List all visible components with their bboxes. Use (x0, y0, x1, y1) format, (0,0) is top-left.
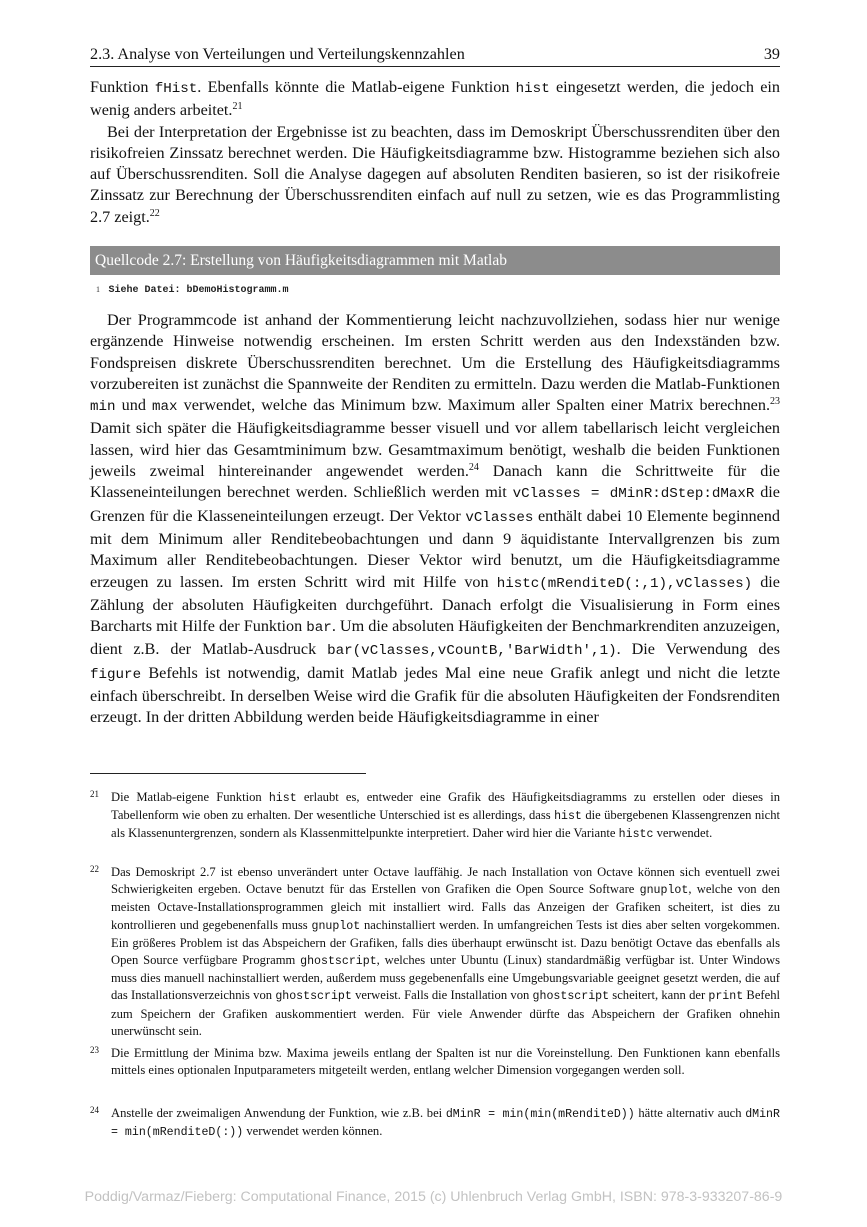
inline-code: gnuplot (311, 919, 361, 933)
footnote-21 (90, 789, 780, 844)
inline-code: ghostscript (300, 955, 377, 969)
footnote-text (111, 864, 780, 1040)
text: , welche von den meisten Octave-Installationsprogrammen gleich mit installiert wird. Falls das Anzeigen der Grafiken scheitert, ist dies zu kontrollieren und gegebenenfalls muss (111, 882, 780, 932)
code-line: Siehe Datei: bDemoHistogramm.m (108, 285, 289, 296)
footnote-text (111, 789, 780, 844)
page-number: 39 (763, 45, 780, 63)
text: . Die Verwendung des (616, 640, 780, 659)
inline-code: bar(vClasses,vCountB,'BarWidth',1) (327, 643, 617, 660)
paragraph-2 (90, 122, 780, 228)
text: die Grenzen für die Klasseneinteilungen erzeugt. Der Vektor (90, 483, 780, 525)
inline-code: fHist (154, 81, 198, 97)
copyright-watermark: Poddig/Varmaz/Fieberg: Computational Finance, 2015 (c) Uhlenbruch Verlag GmbH, ISBN: 978-3-933207-86-9 (84, 1189, 783, 1205)
text: die Zählung der absoluten Häufigkeiten durchgeführt. Danach erfolgt die Visualisierung in Form eines Barcharts mit Hilfe der Funktion (90, 572, 780, 636)
text: Bei der Interpretation der Ergebnisse ist zu beachten, dass im Demoskript Überschussrenditen über den risikofreien Zinssatz berechnet werden. Die Häufigkeitsdiagramme bzw. Histogramme beziehen sich also auf Überschussrenditen. Soll die Analyse dagegen auf absoluten Renditen basieren, so ist der risikofreie Zinssatz zur Berechnung der Überschussrenditen einfach auf null zu setzen, wie es das Programmlisting 2.7 zeigt. (90, 122, 780, 226)
listing-caption: Quellcode 2.7: Erstellung von Häufigkeitsdiagrammen mit Matlab (90, 246, 780, 275)
footnote-22 (90, 864, 780, 1040)
text: verwendet werden können. (243, 1124, 383, 1139)
inline-code: ghostscript (275, 990, 352, 1004)
footnote-ref-23[interactable]: 23 (770, 396, 780, 408)
text: scheitert, kann der (609, 988, 709, 1003)
footnote-ref-21[interactable]: 21 (232, 101, 243, 113)
text: Anstelle der zweimaligen Anwendung der Funktion, wie z.B. bei (111, 1106, 446, 1120)
footnote-number: 22 (90, 864, 99, 874)
inline-code: gnuplot (639, 884, 689, 898)
text: nachinstalliert werden. In umfangreichen Tests ist dies aber selten vorgekommen. Ein größeres Problem ist das Abspeichern der Grafiken, falls dies überhaupt erwünscht ist. Dazu benötigt Octave das ebenfalls als Open Source verfügbare Programm (111, 917, 780, 968)
body-paragraphs-top (90, 77, 780, 228)
listing-code (90, 282, 780, 298)
footnote-text (111, 1105, 780, 1141)
text: Befehl zum Speichern der Grafiken auskommentiert werden. Für viele Anwender dürfte das Abspeichern der Grafiken ohnehin unerwünscht sein. (111, 988, 780, 1038)
footnote-text: Die Ermittlung der Minima bzw. Maxima jeweils entlang der Spalten ist nur die Voreinstellung. Den Funktionen kann ebenfalls mittels eines optionalen Inputparameters mitgeteilt werden, entlang welcher Dimension vorgegangen werden soll. (111, 1046, 780, 1078)
footnote-24 (90, 1105, 780, 1141)
inline-code: figure (90, 666, 142, 683)
footnote-number: 21 (90, 789, 99, 799)
text: eingesetzt werden, die jedoch ein wenig anders arbeitet. (90, 78, 780, 120)
text: Das Demoskript 2.7 ist ebenso unverändert unter Octave lauffähig. Je nach Installation von Octave können sich eventuell zwei Schwierigkeiten ergeben. Octave benutzt für das Erstellen von Grafiken die Open Source Software (111, 865, 780, 897)
inline-code: vClasses = dMinR:dStep:dMaxR (512, 486, 755, 503)
paragraph-1 (90, 77, 780, 122)
inline-code: hist (515, 81, 550, 97)
footnote-ref-22[interactable]: 22 (149, 207, 160, 219)
inline-code: histc(mRenditeD(:,1),vClasses) (496, 575, 753, 592)
text: Befehls ist notwendig, damit Matlab jedes Mal eine neue Grafik anlegt und nicht die letzte einfach überschreibt. In derselben Weise wird die Grafik für die absoluten Häufigkeiten der Fondsrenditen erzeugt. In der dritten Abbildung werden beide Häufigkeitsdiagramme in einer (90, 663, 780, 727)
text: Der Programmcode ist anhand der Kommentierung leicht nachzuvollziehen, sodass hier nur wenige ergänzende Hinweise notwendig erscheinen. Im ersten Schritt werden aus den Indexständen bzw. Fondspreisen diskrete Überschussrenditen berechnet. Um die Erstellung des Häufigkeitsdiagramms vorzubereiten ist zunächst die Spannweite der Renditen zu ermitteln. Dazu werden die Matlab-Funktionen (90, 311, 780, 393)
inline-code: hist (554, 810, 582, 824)
line-number: 1 (96, 285, 100, 294)
inline-code: max (152, 399, 178, 416)
text: verwendet. (653, 826, 713, 841)
text: . Um die absoluten Häufigkeiten der Benchmarkrenditen anzuzeigen, dient z.B. der Matlab-Ausdruck (90, 617, 780, 659)
footnote-number: 23 (90, 1045, 99, 1055)
inline-code: ghostscript (532, 990, 610, 1004)
text: Damit sich später die Häufigkeitsdiagramme besser visuell und vor allem tabellarisch leicht vergleichen lassen, wird hier das Gesamtminimum bzw. Gesamtmaximum benötigt, weshalb die beiden Funktionen jeweils zweimal hintereinander angewendet werden. (90, 419, 780, 481)
inline-code: min (90, 399, 116, 416)
text: die übergebenen Klassengrenzen nicht als Klassenuntergrenzen, sondern als Klassenmittelpunkte interpretiert. Daher wird hier die Variante (111, 808, 781, 841)
footnote-divider (90, 773, 366, 774)
text: erlaubt es, entweder eine Grafik des Häufigkeitsdiagramms zu erstellen oder dieses in Tabellenform wie oben zu erhalten. Der wesentliche Unterschied ist es allerdings, dass (111, 790, 780, 823)
paragraph-3 (90, 310, 780, 729)
text: Danach kann die Schrittweite für die Klasseneinteilungen berechnet werden. Schließlich werden mit (90, 462, 780, 502)
text: . Ebenfalls könnte die Matlab-eigene Funktion (197, 78, 516, 96)
inline-code: dMinR = min(mRenditeD(:)) (111, 1108, 780, 1140)
text: verwendet, welche das Minimum bzw. Maximum aller Spalten einer Matrix berechnen. (177, 396, 770, 415)
text: hätte alternativ auch (634, 1106, 746, 1120)
inline-code: print (708, 990, 744, 1004)
text: verweist. Falls die Installation von (351, 988, 533, 1003)
inline-code: bar (306, 620, 332, 637)
text: , welches unter Ubuntu (Linux) standardmäßig verfügbar ist. Unter Windows muss dies manuell nachinstalliert werden, außerdem muss gegebenenfalls eine Umgebungsvariable geeignet gesetzt werden, die auf das Installationsverzeichnis von (111, 953, 780, 1003)
inline-code: dMinR = min(min(mRenditeD)) (445, 1108, 635, 1121)
footnote-23 (90, 1045, 780, 1079)
footnote-number: 24 (90, 1105, 99, 1115)
section-title: 2.3. Analyse von Verteilungen und Verteilungskennzahlen (90, 45, 465, 63)
inline-code: histc (618, 828, 654, 842)
body-paragraph-3 (90, 310, 780, 729)
text: Funktion (90, 78, 155, 96)
text: und (115, 396, 153, 415)
running-header (90, 44, 780, 67)
inline-code: vClasses (465, 509, 534, 526)
text: enthält dabei 10 Elemente beginnend mit dem Minimum aller Renditebeobachtungen und dann 9 äquidistante Intervallgrenzen bis zum Maximum aller Renditebeobachtungen. Dieser Vektor wird benutzt, um die Häufigkeitsdiagramme erzeugen zu lassen. Im ersten Schritt wird mit Hilfe von (90, 506, 780, 591)
footnote-ref-24[interactable]: 24 (468, 462, 479, 474)
inline-code: hist (268, 792, 297, 805)
text: Die Matlab-eigene Funktion (111, 790, 269, 804)
